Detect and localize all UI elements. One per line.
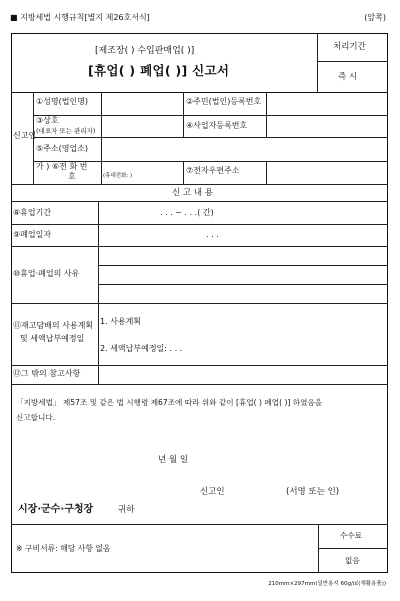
fee-label: 수수료 [340, 531, 363, 540]
content-header-line [11, 201, 388, 202]
content-row-line-2 [11, 246, 388, 247]
addressee-suffix: 귀하 [118, 505, 135, 515]
address-label: ⑤주소(영업소) [36, 144, 89, 153]
closure-date-value: . . . [206, 230, 219, 239]
fee-inner-line [318, 548, 388, 549]
content-row-line-4 [11, 365, 388, 366]
addressee: 시장·군수·구청장 [18, 504, 94, 515]
content-section-label: 신 고 내 용 [172, 188, 213, 198]
name-label: ①성명(법인명) [36, 97, 89, 106]
processing-divider [317, 61, 388, 62]
processing-period-label: 처리기간 [333, 42, 366, 52]
signature-label: 신고인 [200, 487, 225, 497]
email-label: ⑦전자우편주소 [186, 166, 240, 175]
reporter-bottom-border [11, 184, 388, 185]
declaration-line-2: 신고합니다. [16, 413, 56, 422]
form-title: [휴업( ) 폐업( )] 신고서 [88, 63, 230, 78]
signature-sign-note: (서명 또는 인) [286, 487, 340, 497]
suspension-period-label: ⑧휴업기간 [13, 208, 52, 217]
suspension-period-value: . . . ~ . . .( 간) [160, 208, 214, 217]
content-bottom-border [11, 384, 388, 385]
usage-plan-text: 1. 사용계획 [100, 317, 142, 326]
inventory-plan-label: ⑪재고담배의 사용계획 [13, 321, 94, 330]
title-bottom-border [11, 92, 388, 93]
declaration-line-1: 「지방세법」 제57조 및 같은 법 시행령 제67조에 따라 위와 같이 [휴업( ) 폐업( )] 하였음을 [16, 398, 323, 407]
declaration-date: 년 월 일 [158, 455, 189, 465]
reason-label: ⑩휴업·폐업의 사유 [13, 269, 80, 278]
title-divider [317, 33, 318, 92]
content-reason-inner-2 [98, 284, 388, 285]
business-number-label: ④사업자등록번호 [186, 121, 248, 130]
page-side-note: (앞쪽) [364, 13, 386, 22]
footer-top-border [11, 524, 388, 525]
content-row-line-3 [11, 303, 388, 304]
other-notes-label: ⑫그 밖의 참고사항 [13, 369, 81, 378]
trade-name-sublabel: (대표자 또는 관리자) [36, 127, 96, 135]
reporter-section-label: 신고인 [13, 131, 37, 140]
reporter-col-divider-4 [183, 161, 184, 184]
phone-label-cont: 호 [68, 172, 76, 181]
content-reason-inner-1 [98, 265, 388, 266]
paper-spec: 210mm×297mm(일반용지 60g/㎡(재활용품)) [268, 581, 386, 587]
payment-date-text: 2. 세액납부예정일: . . . [100, 344, 183, 353]
form-subtitle: [제조장( ) 수입판매업( )] [95, 46, 195, 56]
phone-label: ⑥전 화 번 [52, 162, 88, 171]
fee-value: 없음 [345, 556, 360, 565]
phone-prefix: 가 ) [36, 162, 50, 171]
mobile-phone-hint: (휴대전화: ) [103, 173, 133, 179]
trade-name-label: ③상호 [36, 116, 59, 125]
reporter-col-divider-5 [266, 161, 267, 184]
processing-period-value: 즉 시 [338, 72, 358, 82]
closure-date-label: ⑨폐업일자 [13, 230, 52, 239]
content-row-line-1 [11, 224, 388, 225]
inventory-plan-label-cont: 및 세액납부예정일 [20, 334, 85, 343]
form-reference: ■ 지방세법 시행규칙[별지 제26호서식] [10, 13, 150, 22]
reporter-row-line-1 [33, 115, 388, 116]
reporter-col-divider-1 [101, 92, 102, 184]
reporter-row-line-2 [33, 137, 388, 138]
id-number-label: ②주민(법인)등록번호 [186, 97, 262, 106]
attachments-note: ※ 구비서류: 해당 사항 없음 [16, 544, 111, 553]
content-label-divider [98, 201, 99, 384]
